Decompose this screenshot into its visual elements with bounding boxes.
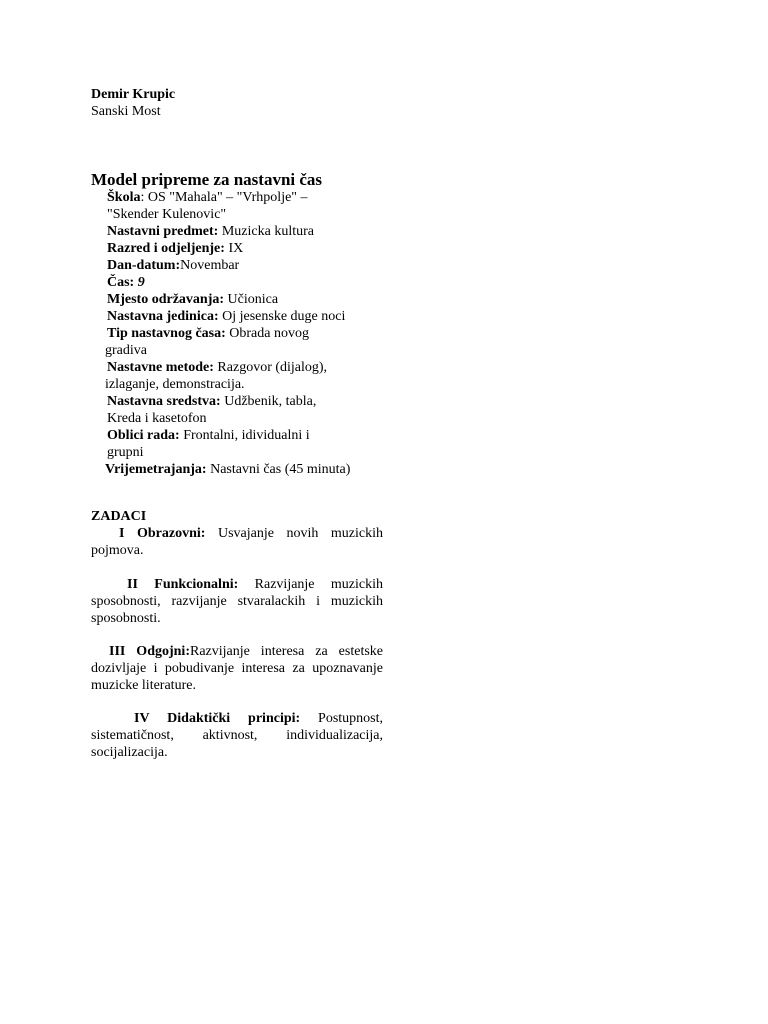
field-jedinica <box>107 308 367 325</box>
author-city: Sanski Most <box>91 104 161 119</box>
field-value: OS "Mahala" – "Vrhpolje" – <box>144 190 308 205</box>
task-label: IV Didaktički principi: <box>134 711 301 726</box>
field-metode <box>107 359 367 376</box>
field-label: Nastavne metode: <box>107 360 214 375</box>
author-block <box>91 86 383 120</box>
field-oblici-rada <box>107 427 367 444</box>
task-text: Razvijanje interesa za estetske dozivljaje i pobudivanje interesa za upoznavanje muzicke literature. <box>91 644 383 693</box>
field-tip-casa-cont <box>105 342 367 359</box>
field-skola <box>107 189 367 206</box>
field-label: Nastavna jedinica: <box>107 309 219 324</box>
field-value: Nastavni čas (45 minuta) <box>206 462 351 477</box>
field-value: 9 <box>134 275 145 290</box>
task-text: Razvijanje muzickih sposobnosti, razvijanje stvaralackih i muzickih sposobnosti. <box>91 577 383 626</box>
document-title: Model pripreme za nastavni čas <box>91 170 323 189</box>
field-sep: : <box>140 190 145 205</box>
field-value: Razgovor (dijalog), <box>213 360 328 375</box>
field-skola-cont <box>107 206 367 223</box>
zadaci-heading: ZADACI <box>91 509 147 524</box>
field-dan-datum <box>107 257 367 274</box>
field-value-cont: gradiva <box>105 343 147 358</box>
task-label: III Odgojni: <box>109 644 190 659</box>
field-value-cont: Kreda i kasetofon <box>107 411 207 426</box>
field-value: IX <box>224 241 244 256</box>
field-label: Razred i odjeljenje: <box>107 241 225 256</box>
author-name: Demir Krupic <box>91 87 176 102</box>
task-didakticki <box>91 710 383 761</box>
field-oblici-rada-cont <box>107 444 367 461</box>
field-label: Škola <box>107 190 141 205</box>
field-value: Udžbenik, tabla, <box>220 394 317 409</box>
field-value: Muzicka kultura <box>218 224 314 239</box>
field-razred <box>107 240 367 257</box>
field-label: Mjesto održavanja: <box>107 292 225 307</box>
lesson-details <box>107 189 367 478</box>
field-label: Oblici rada: <box>107 428 180 443</box>
task-text: Postupnost, sistematičnost, aktivnost, individualizacija, socijalizacija. <box>91 711 383 760</box>
field-label: Dan-datum: <box>107 258 181 273</box>
field-value-cont: "Skender Kulenovic" <box>107 207 227 222</box>
field-sredstva-cont <box>107 410 367 427</box>
task-odgojni <box>91 643 383 694</box>
task-label: II Funkcionalni: <box>127 577 239 592</box>
field-value: Novembar <box>180 258 240 273</box>
field-predmet <box>107 223 367 240</box>
field-cas <box>107 274 367 291</box>
task-funkcionalni <box>91 576 383 627</box>
field-label: Nastavni predmet: <box>107 224 219 239</box>
task-label: I Obrazovni: <box>119 526 206 541</box>
field-value: Učionica <box>224 292 279 307</box>
field-value: Obrada novog <box>225 326 309 341</box>
task-text: Usvajanje novih muzickih pojmova. <box>91 526 384 558</box>
field-label: Vrijemetrajanja: <box>105 462 207 477</box>
field-value-cont: izlaganje, demonstracija. <box>105 377 245 392</box>
field-mjesto <box>107 291 367 308</box>
field-metode-cont <box>105 376 367 393</box>
field-value: Frontalni, idividualni i <box>179 428 310 443</box>
field-trajanje <box>105 461 367 478</box>
field-label: Tip nastavnog časa: <box>107 326 226 341</box>
field-sredstva <box>107 393 367 410</box>
field-label: Nastavna sredstva: <box>107 394 221 409</box>
field-label: Čas: <box>107 275 135 290</box>
field-value-cont: grupni <box>107 445 144 460</box>
field-tip-casa <box>107 325 367 342</box>
field-value: Oj jesenske duge noci <box>218 309 346 324</box>
task-obrazovni <box>91 525 383 559</box>
